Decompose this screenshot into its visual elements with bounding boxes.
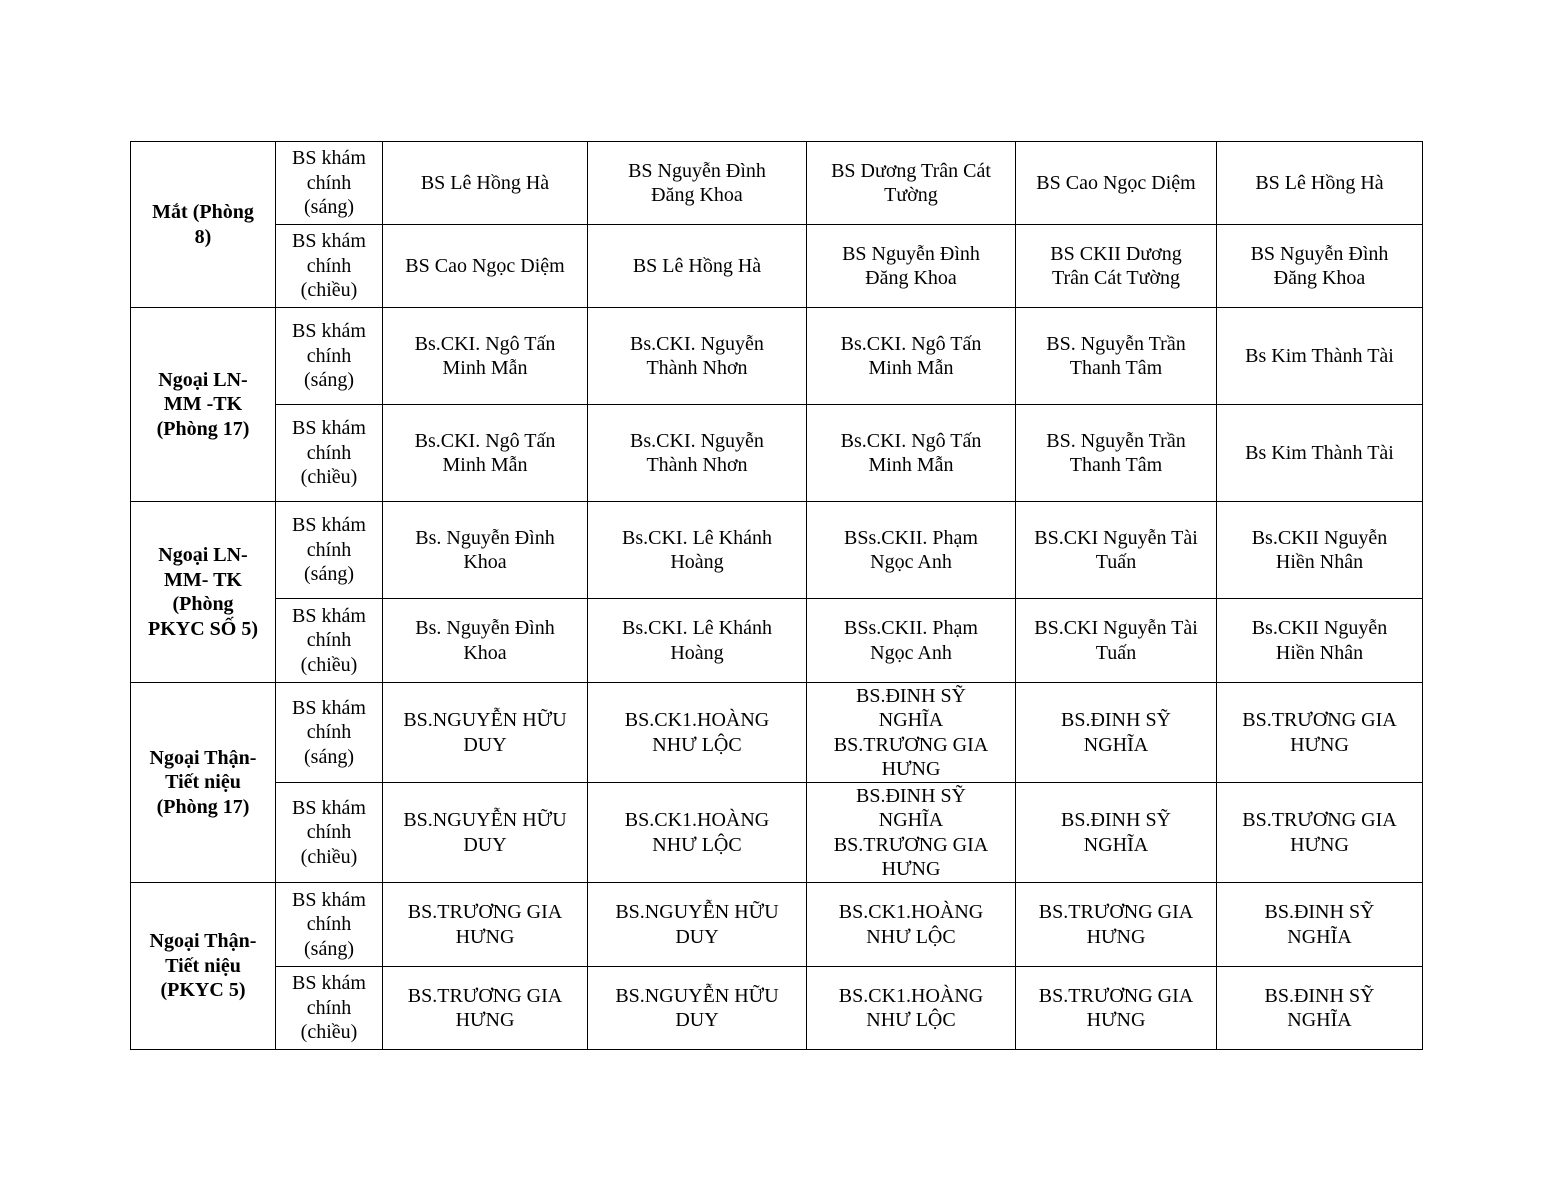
doctor-cell: Bs.CKI. Ngô Tấn Minh Mẫn <box>807 308 1016 405</box>
doctor-cell: BS.CKI Nguyễn Tài Tuấn <box>1016 599 1217 683</box>
doctor-cell: BS Lê Hồng Hà <box>1217 142 1423 225</box>
doctor-cell: Bs.CKI. Nguyễn Thành Nhơn <box>588 308 807 405</box>
doctor-cell: BS.CKI Nguyễn Tài Tuấn <box>1016 502 1217 599</box>
shift-role-cell: BS khám chính (sáng) <box>276 683 383 783</box>
schedule-row <box>131 502 1423 599</box>
schedule-row <box>131 599 1423 683</box>
shift-role-cell: BS khám chính (chiều) <box>276 599 383 683</box>
doctor-cell: BS.TRƯƠNG GIA HƯNG <box>1016 967 1217 1050</box>
doctor-cell: BS Cao Ngọc Diệm <box>1016 142 1217 225</box>
schedule-row <box>131 883 1423 967</box>
doctor-cell: Bs.CKI. Ngô Tấn Minh Mẫn <box>383 405 588 502</box>
schedule-row <box>131 308 1423 405</box>
doctor-cell: BS.CK1.HOÀNG NHƯ LỘC <box>807 967 1016 1050</box>
doctor-cell: BS CKII Dương Trân Cát Tường <box>1016 225 1217 308</box>
doctor-cell: BS.TRƯƠNG GIA HƯNG <box>383 967 588 1050</box>
doctor-cell: BS.ĐINH SỸ NGHĨA BS.TRƯƠNG GIA HƯNG <box>807 783 1016 883</box>
doctor-cell: BS.NGUYỄN HỮU DUY <box>383 683 588 783</box>
department-cell: Mắt (Phòng 8) <box>131 142 276 308</box>
schedule-row <box>131 225 1423 308</box>
doctor-cell: Bs Kim Thành Tài <box>1217 405 1423 502</box>
schedule-table <box>130 141 1423 1050</box>
shift-role-cell: BS khám chính (chiều) <box>276 967 383 1050</box>
doctor-cell: Bs.CKII Nguyễn Hiền Nhân <box>1217 502 1423 599</box>
doctor-cell: Bs Kim Thành Tài <box>1217 308 1423 405</box>
doctor-cell: BS.ĐINH SỸ NGHĨA <box>1217 883 1423 967</box>
doctor-cell: BS Nguyễn Đình Đăng Khoa <box>807 225 1016 308</box>
doctor-cell: BS.CK1.HOÀNG NHƯ LỘC <box>588 783 807 883</box>
doctor-cell: Bs.CKI. Ngô Tấn Minh Mẫn <box>383 308 588 405</box>
doctor-cell: BS Lê Hồng Hà <box>383 142 588 225</box>
schedule-body <box>131 142 1423 1050</box>
doctor-cell: BS.ĐINH SỸ NGHĨA <box>1217 967 1423 1050</box>
doctor-cell: BS.TRƯƠNG GIA HƯNG <box>383 883 588 967</box>
doctor-cell: BS.NGUYỄN HỮU DUY <box>588 883 807 967</box>
department-cell: Ngoại Thận- Tiết niệu (PKYC 5) <box>131 883 276 1050</box>
doctor-cell: BS.TRƯƠNG GIA HƯNG <box>1016 883 1217 967</box>
doctor-cell: BS. Nguyễn Trần Thanh Tâm <box>1016 405 1217 502</box>
doctor-cell: BS. Nguyễn Trần Thanh Tâm <box>1016 308 1217 405</box>
doctor-cell: BS Nguyễn Đình Đăng Khoa <box>1217 225 1423 308</box>
doctor-cell: BS.ĐINH SỸ NGHĨA <box>1016 683 1217 783</box>
doctor-cell: BS.ĐINH SỸ NGHĨA BS.TRƯƠNG GIA HƯNG <box>807 683 1016 783</box>
doctor-cell: Bs.CKI. Nguyễn Thành Nhơn <box>588 405 807 502</box>
doctor-cell: BSs.CKII. Phạm Ngọc Anh <box>807 502 1016 599</box>
shift-role-cell: BS khám chính (chiều) <box>276 405 383 502</box>
shift-role-cell: BS khám chính (sáng) <box>276 142 383 225</box>
schedule-row <box>131 783 1423 883</box>
doctor-cell: BS.NGUYỄN HỮU DUY <box>588 967 807 1050</box>
doctor-cell: BS Lê Hồng Hà <box>588 225 807 308</box>
doctor-cell: BS.CK1.HOÀNG NHƯ LỘC <box>588 683 807 783</box>
doctor-cell: BSs.CKII. Phạm Ngọc Anh <box>807 599 1016 683</box>
doctor-cell: BS.TRƯƠNG GIA HƯNG <box>1217 683 1423 783</box>
schedule-row <box>131 683 1423 783</box>
doctor-cell: BS Dương Trân Cát Tường <box>807 142 1016 225</box>
doctor-cell: BS.CK1.HOÀNG NHƯ LỘC <box>807 883 1016 967</box>
doctor-cell: BS.NGUYỄN HỮU DUY <box>383 783 588 883</box>
shift-role-cell: BS khám chính (sáng) <box>276 883 383 967</box>
shift-role-cell: BS khám chính (chiều) <box>276 225 383 308</box>
doctor-cell: BS Cao Ngọc Diệm <box>383 225 588 308</box>
doctor-cell: BS.ĐINH SỸ NGHĨA <box>1016 783 1217 883</box>
department-cell: Ngoại Thận- Tiết niệu (Phòng 17) <box>131 683 276 883</box>
shift-role-cell: BS khám chính (sáng) <box>276 308 383 405</box>
schedule-row <box>131 405 1423 502</box>
doctor-cell: Bs.CKII Nguyễn Hiền Nhân <box>1217 599 1423 683</box>
shift-role-cell: BS khám chính (sáng) <box>276 502 383 599</box>
department-cell: Ngoại LN- MM -TK (Phòng 17) <box>131 308 276 502</box>
shift-role-cell: BS khám chính (chiều) <box>276 783 383 883</box>
doctor-cell: Bs.CKI. Lê Khánh Hoàng <box>588 599 807 683</box>
doctor-cell: BS.TRƯƠNG GIA HƯNG <box>1217 783 1423 883</box>
schedule-row <box>131 967 1423 1050</box>
department-cell: Ngoại LN- MM- TK (Phòng PKYC SỐ 5) <box>131 502 276 683</box>
doctor-cell: Bs. Nguyễn Đình Khoa <box>383 502 588 599</box>
doctor-cell: Bs.CKI. Lê Khánh Hoàng <box>588 502 807 599</box>
doctor-cell: Bs. Nguyễn Đình Khoa <box>383 599 588 683</box>
doctor-cell: Bs.CKI. Ngô Tấn Minh Mẫn <box>807 405 1016 502</box>
doctor-cell: BS Nguyễn Đình Đăng Khoa <box>588 142 807 225</box>
schedule-row <box>131 142 1423 225</box>
